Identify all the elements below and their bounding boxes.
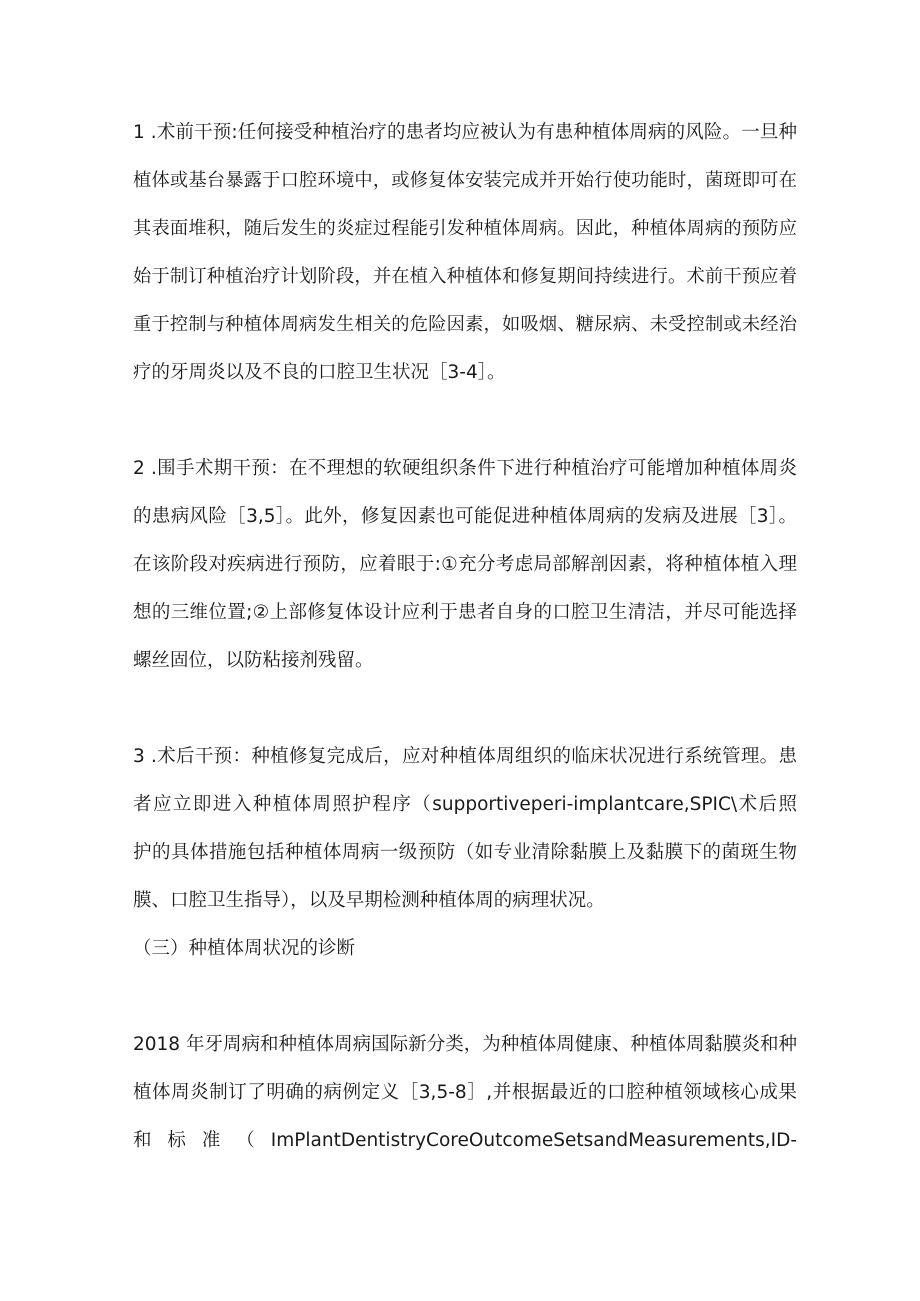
text-line: 重于控制与种植体周病发生相关的危险因素，如吸烟、糖尿病、未受控制或未经治 bbox=[133, 314, 797, 335]
text-line: 1 .术前干预:任何接受种植治疗的患者均应被认为有患种植体周病的风险。一旦种 bbox=[133, 122, 797, 143]
text-line: 者应立即进入种植体周照护程序（supportiveperi-implantcare,SPIC\术后照 bbox=[133, 794, 797, 815]
text-line: 其表面堆积，随后发生的炎症过程能引发种植体周病。因此，种植体周病的预防应 bbox=[133, 218, 797, 239]
text-line: 始于制订种植治疗计划阶段，并在植入种植体和修复期间持续进行。术前干预应着 bbox=[133, 266, 797, 287]
text-line: 疗的牙周炎以及不良的口腔卫生状况［3-4］。 bbox=[133, 362, 506, 383]
text-line: 护的具体措施包括种植体周病一级预防（如专业清除黏膜上及黏膜下的菌斑生物 bbox=[133, 842, 797, 863]
text-line: 植体周炎制订了明确的病例定义［3,5-8］,并根据最近的口腔种植领域核心成果 bbox=[133, 1082, 797, 1103]
text-line: 2018 年牙周病和种植体周病国际新分类，为种植体周健康、种植体周黏膜炎和种 bbox=[133, 1034, 797, 1055]
text-line: 在该阶段对疾病进行预防，应着眼于:①充分考虑局部解剖因素，将种植体植入理 bbox=[133, 554, 797, 575]
text-line: 膜、口腔卫生指导），以及早期检测种植体周的病理状况。 bbox=[133, 890, 605, 911]
text-line: 螺丝固位，以防粘接剂残留。 bbox=[133, 650, 374, 671]
text-line: 和 标 准 （ ImPlantDentistryCoreOutcomeSetsandMeasurements,ID- bbox=[133, 1130, 797, 1151]
text-line: 想的三维位置;②上部修复体设计应利于患者自身的口腔卫生清洁，并尽可能选择 bbox=[133, 602, 797, 623]
section-heading: （三）种植体周状况的诊断 bbox=[133, 938, 356, 959]
text-line: 的患病风险［3,5］。此外，修复因素也可能促进种植体周病的发病及进展［3］。 bbox=[133, 506, 797, 527]
text-line: 2 .围手术期干预：在不理想的软硬组织条件下进行种植治疗可能增加种植体周炎 bbox=[133, 458, 797, 479]
text-line: 3 .术后干预：种植修复完成后，应对种植体周组织的临床状况进行系统管理。患 bbox=[133, 746, 797, 767]
text-line: 植体或基台暴露于口腔环境中，或修复体安装完成并开始行使功能时，菌斑即可在 bbox=[133, 170, 797, 191]
